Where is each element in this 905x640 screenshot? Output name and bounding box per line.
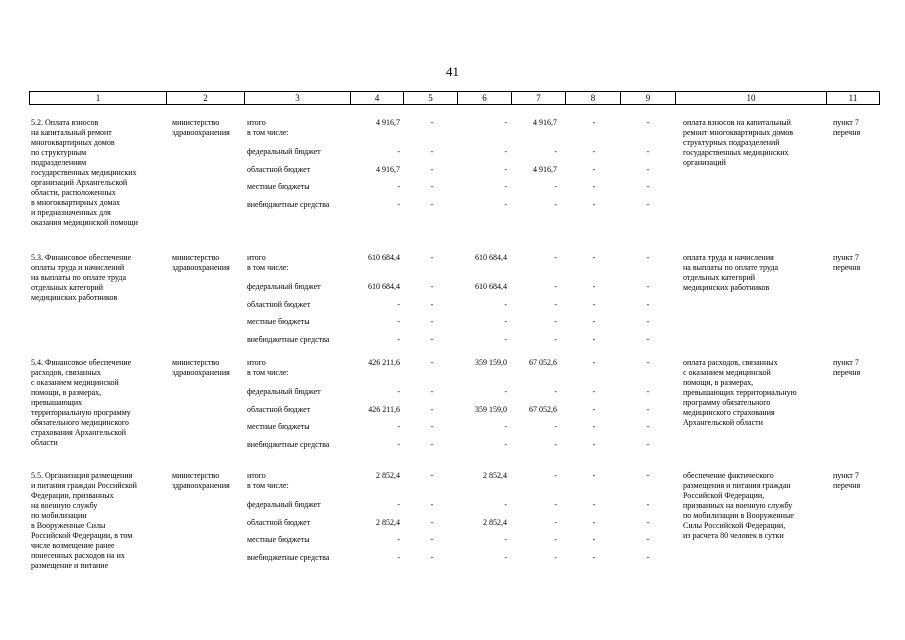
funding-value: 359 159,0 — [475, 405, 507, 414]
funding-value: - — [504, 182, 507, 191]
funding-value: - — [592, 535, 596, 544]
reference-point: пункт 7 — [833, 118, 859, 127]
funding-value: - — [397, 387, 400, 396]
measure-description: и предназначенных для — [31, 208, 111, 217]
expected-result: программу обязательного — [683, 398, 771, 407]
funding-value: - — [504, 335, 507, 344]
measure-description: Федерации, призванных — [31, 491, 114, 500]
measure-description: отдельных категорий — [31, 283, 104, 292]
funding-value: - — [504, 165, 507, 174]
funding-value: - — [430, 147, 434, 156]
column-header: 5 — [404, 92, 458, 105]
column-header: 8 — [566, 92, 621, 105]
funding-value: - — [592, 518, 596, 527]
funding-value: - — [646, 282, 650, 291]
measure-description: понесенных расходов на их — [31, 551, 125, 560]
funding-value: - — [554, 253, 557, 262]
funding-value: - — [554, 500, 557, 509]
funding-source: внебюджетные средства — [247, 553, 330, 562]
column-header: 4 — [351, 92, 404, 105]
measure-description: по мобилизации — [31, 511, 87, 520]
measure-description: страхования Архангельской — [31, 428, 127, 437]
funding-value: - — [397, 500, 400, 509]
funding-source: областной бюджет — [247, 518, 311, 527]
funding-value: - — [554, 300, 557, 309]
funding-value: - — [592, 300, 596, 309]
funding-value: - — [646, 118, 650, 127]
funding-source: областной бюджет — [247, 405, 311, 414]
measure-description: государственных медицинских — [31, 168, 137, 177]
measure-description: медицинских работников — [31, 293, 118, 302]
column-header-row — [29, 91, 880, 105]
funding-source: местные бюджеты — [247, 317, 310, 326]
funding-value: - — [397, 422, 400, 431]
funding-value: - — [430, 518, 434, 527]
funding-value: 67 052,6 — [529, 405, 557, 414]
funding-value: 2 852,4 — [483, 471, 507, 480]
funding-value: 2 852,4 — [483, 518, 507, 527]
funding-value: - — [646, 518, 650, 527]
funding-value: - — [430, 200, 434, 209]
expected-result: структурных подразделений — [683, 138, 780, 147]
measure-description: многоквартирных домов — [31, 138, 115, 147]
funding-value: - — [397, 440, 400, 449]
funding-value: - — [397, 553, 400, 562]
funding-value: - — [397, 300, 400, 309]
expected-result: Силы Российской Федерации, — [683, 521, 786, 530]
funding-value: - — [430, 118, 434, 127]
funding-source: местные бюджеты — [247, 535, 310, 544]
expected-result: оплата труда и начисления — [683, 253, 774, 262]
funding-value: - — [504, 535, 507, 544]
measure-description: в многоквартирных домах — [31, 198, 121, 207]
column-header: 11 — [827, 92, 880, 105]
funding-value: - — [504, 118, 507, 127]
column-header: 10 — [676, 92, 827, 105]
funding-value: - — [646, 471, 650, 480]
funding-value: 610 684,4 — [475, 253, 507, 262]
funding-value: 426 211,6 — [368, 405, 400, 414]
funding-source: итого — [247, 253, 266, 262]
funding-value: - — [592, 253, 596, 262]
funding-value: - — [592, 182, 596, 191]
funding-value: - — [592, 553, 596, 562]
reference-point: перечня — [833, 128, 861, 137]
measure-description: 5.2. Оплата взносов — [31, 118, 99, 127]
funding-value: - — [646, 405, 650, 414]
funding-value: - — [592, 200, 596, 209]
measure-description: в Вооруженные Силы — [31, 521, 106, 530]
measure-description: Российской Федерации, в том — [31, 531, 133, 540]
funding-source: в том числе: — [247, 481, 289, 490]
measure-description: на капитальный ремонт — [31, 128, 112, 137]
funding-value: - — [646, 500, 650, 509]
funding-source: федеральный бюджет — [247, 387, 321, 396]
funding-value: - — [592, 335, 596, 344]
funding-source: федеральный бюджет — [247, 147, 321, 156]
column-header: 6 — [458, 92, 512, 105]
expected-result: из расчета 80 человек в сутки — [683, 531, 784, 540]
funding-value: - — [554, 387, 557, 396]
measure-description: по структурным — [31, 148, 87, 157]
expected-result: оплата расходов, связанных — [683, 358, 778, 367]
funding-value: - — [592, 282, 596, 291]
measure-description: с оказанием медицинской — [31, 378, 119, 387]
expected-result: отдельных категорий — [683, 273, 756, 282]
funding-value: - — [397, 147, 400, 156]
funding-source: итого — [247, 118, 266, 127]
funding-source: областной бюджет — [247, 165, 311, 174]
measure-description: на выплаты по оплате труда — [31, 273, 127, 282]
funding-source: федеральный бюджет — [247, 500, 321, 509]
measure-description: 5.3. Финансовое обеспечение — [31, 253, 132, 262]
measure-description: 5.5. Организация размещения — [31, 471, 133, 480]
funding-value: - — [646, 422, 650, 431]
funding-value: - — [504, 387, 507, 396]
funding-value: - — [592, 317, 596, 326]
funding-value: - — [646, 253, 650, 262]
measure-description: области — [31, 438, 58, 447]
funding-value: - — [646, 182, 650, 191]
column-header: 7 — [512, 92, 566, 105]
funding-value: - — [592, 147, 596, 156]
funding-value: 610 684,4 — [475, 282, 507, 291]
funding-value: 4 916,7 — [376, 118, 400, 127]
reference-point: пункт 7 — [833, 358, 859, 367]
funding-value: - — [430, 500, 434, 509]
funding-value: - — [646, 200, 650, 209]
measure-description: на военную службу — [31, 501, 98, 510]
executor: здравоохранения — [172, 368, 230, 377]
expected-result: размещения и питания граждан — [683, 481, 791, 490]
funding-value: - — [646, 535, 650, 544]
funding-value: - — [430, 317, 434, 326]
funding-source: внебюджетные средства — [247, 335, 330, 344]
measure-description: области, расположенных — [31, 188, 116, 197]
measure-description: превышающих — [31, 398, 83, 407]
column-header: 1 — [30, 92, 167, 105]
expected-result: призванных на военную службу — [683, 501, 793, 510]
measure-description: подразделениям — [31, 158, 87, 167]
expected-result: с оказанием медицинской — [683, 368, 771, 377]
funding-value: - — [504, 553, 507, 562]
executor: министерство — [172, 471, 220, 480]
funding-value: - — [504, 300, 507, 309]
measure-description: территориальную программу — [31, 408, 131, 417]
funding-value: - — [397, 535, 400, 544]
funding-source: итого — [247, 471, 266, 480]
funding-value: - — [504, 200, 507, 209]
funding-value: - — [504, 500, 507, 509]
funding-value: 2 852,4 — [376, 518, 400, 527]
measure-description: обязательного медицинского — [31, 418, 129, 427]
expected-result: медицинского страхования — [683, 408, 775, 417]
funding-source: в том числе: — [247, 128, 289, 137]
expected-result: обеспечение фактического — [683, 471, 774, 480]
funding-value: - — [592, 118, 596, 127]
funding-value: 610 684,4 — [368, 282, 400, 291]
reference-point: перечня — [833, 368, 861, 377]
funding-value: - — [592, 422, 596, 431]
funding-value: - — [592, 405, 596, 414]
expected-result: Российской Федерации, — [683, 491, 765, 500]
funding-source: итого — [247, 358, 266, 367]
executor: здравоохранения — [172, 481, 230, 490]
reference-point: перечня — [833, 481, 861, 490]
funding-value: - — [430, 358, 434, 367]
funding-source: федеральный бюджет — [247, 282, 321, 291]
executor: здравоохранения — [172, 263, 230, 272]
column-header: 2 — [167, 92, 245, 105]
funding-value: - — [646, 387, 650, 396]
funding-value: - — [592, 440, 596, 449]
funding-value: - — [397, 317, 400, 326]
funding-value: 426 211,6 — [368, 358, 400, 367]
funding-source: в том числе: — [247, 368, 289, 377]
executor: министерство — [172, 358, 220, 367]
funding-value: - — [592, 358, 596, 367]
funding-value: - — [397, 335, 400, 344]
funding-value: - — [430, 300, 434, 309]
funding-value: - — [554, 147, 557, 156]
funding-value: - — [646, 553, 650, 562]
measure-description: организаций Архангельской — [31, 178, 128, 187]
funding-value: - — [646, 165, 650, 174]
funding-source: местные бюджеты — [247, 422, 310, 431]
expected-result: ремонт многоквартирных домов — [683, 128, 794, 137]
funding-value: - — [646, 300, 650, 309]
funding-value: - — [504, 317, 507, 326]
funding-value: - — [504, 440, 507, 449]
funding-value: - — [554, 317, 557, 326]
funding-value: - — [430, 182, 434, 191]
funding-value: - — [430, 405, 434, 414]
funding-source: областной бюджет — [247, 300, 311, 309]
funding-value: - — [430, 335, 434, 344]
funding-value: - — [430, 253, 434, 262]
funding-value: - — [430, 165, 434, 174]
funding-value: - — [554, 200, 557, 209]
measure-description: размещение и питание — [31, 561, 109, 570]
funding-value: - — [554, 282, 557, 291]
funding-value: - — [554, 335, 557, 344]
measure-description: оказания медицинской помощи — [31, 218, 138, 227]
funding-value: - — [646, 317, 650, 326]
measure-description: и питания граждан Российской — [31, 481, 137, 490]
column-header: 3 — [245, 92, 351, 105]
expected-result: оплата взносов на капитальный — [683, 118, 791, 127]
expected-result: медицинских работников — [683, 283, 770, 292]
funding-value: - — [554, 471, 557, 480]
reference-point: перечня — [833, 263, 861, 272]
funding-value: - — [646, 358, 650, 367]
page-number: 41 — [446, 64, 459, 79]
executor: министерство — [172, 253, 220, 262]
expected-result: Архангельской области — [683, 418, 763, 427]
funding-value: - — [646, 335, 650, 344]
funding-value: - — [554, 182, 557, 191]
funding-value: - — [646, 147, 650, 156]
reference-point: пункт 7 — [833, 471, 859, 480]
funding-value: - — [430, 282, 434, 291]
expected-result: помощи, в размерах, — [683, 378, 754, 387]
funding-value: - — [554, 422, 557, 431]
expected-result: на выплаты по оплате труда — [683, 263, 779, 272]
funding-source: внебюджетные средства — [247, 200, 330, 209]
funding-value: 2 852,4 — [376, 471, 400, 480]
funding-value: - — [554, 553, 557, 562]
funding-value: - — [504, 147, 507, 156]
funding-value: - — [430, 535, 434, 544]
funding-value: 4 916,7 — [533, 165, 557, 174]
funding-source: местные бюджеты — [247, 182, 310, 191]
funding-value: - — [646, 440, 650, 449]
funding-value: - — [430, 440, 434, 449]
measure-description: помощи, в размерах, — [31, 388, 102, 397]
funding-value: - — [430, 422, 434, 431]
funding-value: 359 159,0 — [475, 358, 507, 367]
funding-value: - — [592, 165, 596, 174]
expected-result: государственных медицинских — [683, 148, 789, 157]
funding-value: - — [397, 200, 400, 209]
measure-description: 5.4. Финансовое обеспечение — [31, 358, 132, 367]
funding-value: - — [430, 387, 434, 396]
funding-value: - — [554, 535, 557, 544]
reference-point: пункт 7 — [833, 253, 859, 262]
executor: здравоохранения — [172, 128, 230, 137]
funding-source: внебюджетные средства — [247, 440, 330, 449]
funding-value: - — [554, 518, 557, 527]
measure-description: числе возмещение ранее — [31, 541, 115, 550]
funding-value: - — [592, 387, 596, 396]
funding-value: - — [554, 440, 557, 449]
measure-description: расходов, связанных — [31, 368, 101, 377]
expected-result: организаций — [683, 158, 726, 167]
expected-result: превышающих территориальную — [683, 388, 797, 397]
funding-value: 4 916,7 — [533, 118, 557, 127]
funding-value: 610 684,4 — [368, 253, 400, 262]
funding-value: - — [592, 471, 596, 480]
measure-description: оплаты труда и начислений — [31, 263, 125, 272]
expected-result: по мобилизации в Вооруженные — [683, 511, 794, 520]
funding-value: - — [397, 182, 400, 191]
funding-value: - — [430, 471, 434, 480]
funding-value: 4 916,7 — [376, 165, 400, 174]
funding-value: - — [592, 500, 596, 509]
column-header: 9 — [621, 92, 676, 105]
executor: министерство — [172, 118, 220, 127]
funding-source: в том числе: — [247, 263, 289, 272]
funding-value: - — [430, 553, 434, 562]
funding-value: 67 052,6 — [529, 358, 557, 367]
funding-value: - — [504, 422, 507, 431]
